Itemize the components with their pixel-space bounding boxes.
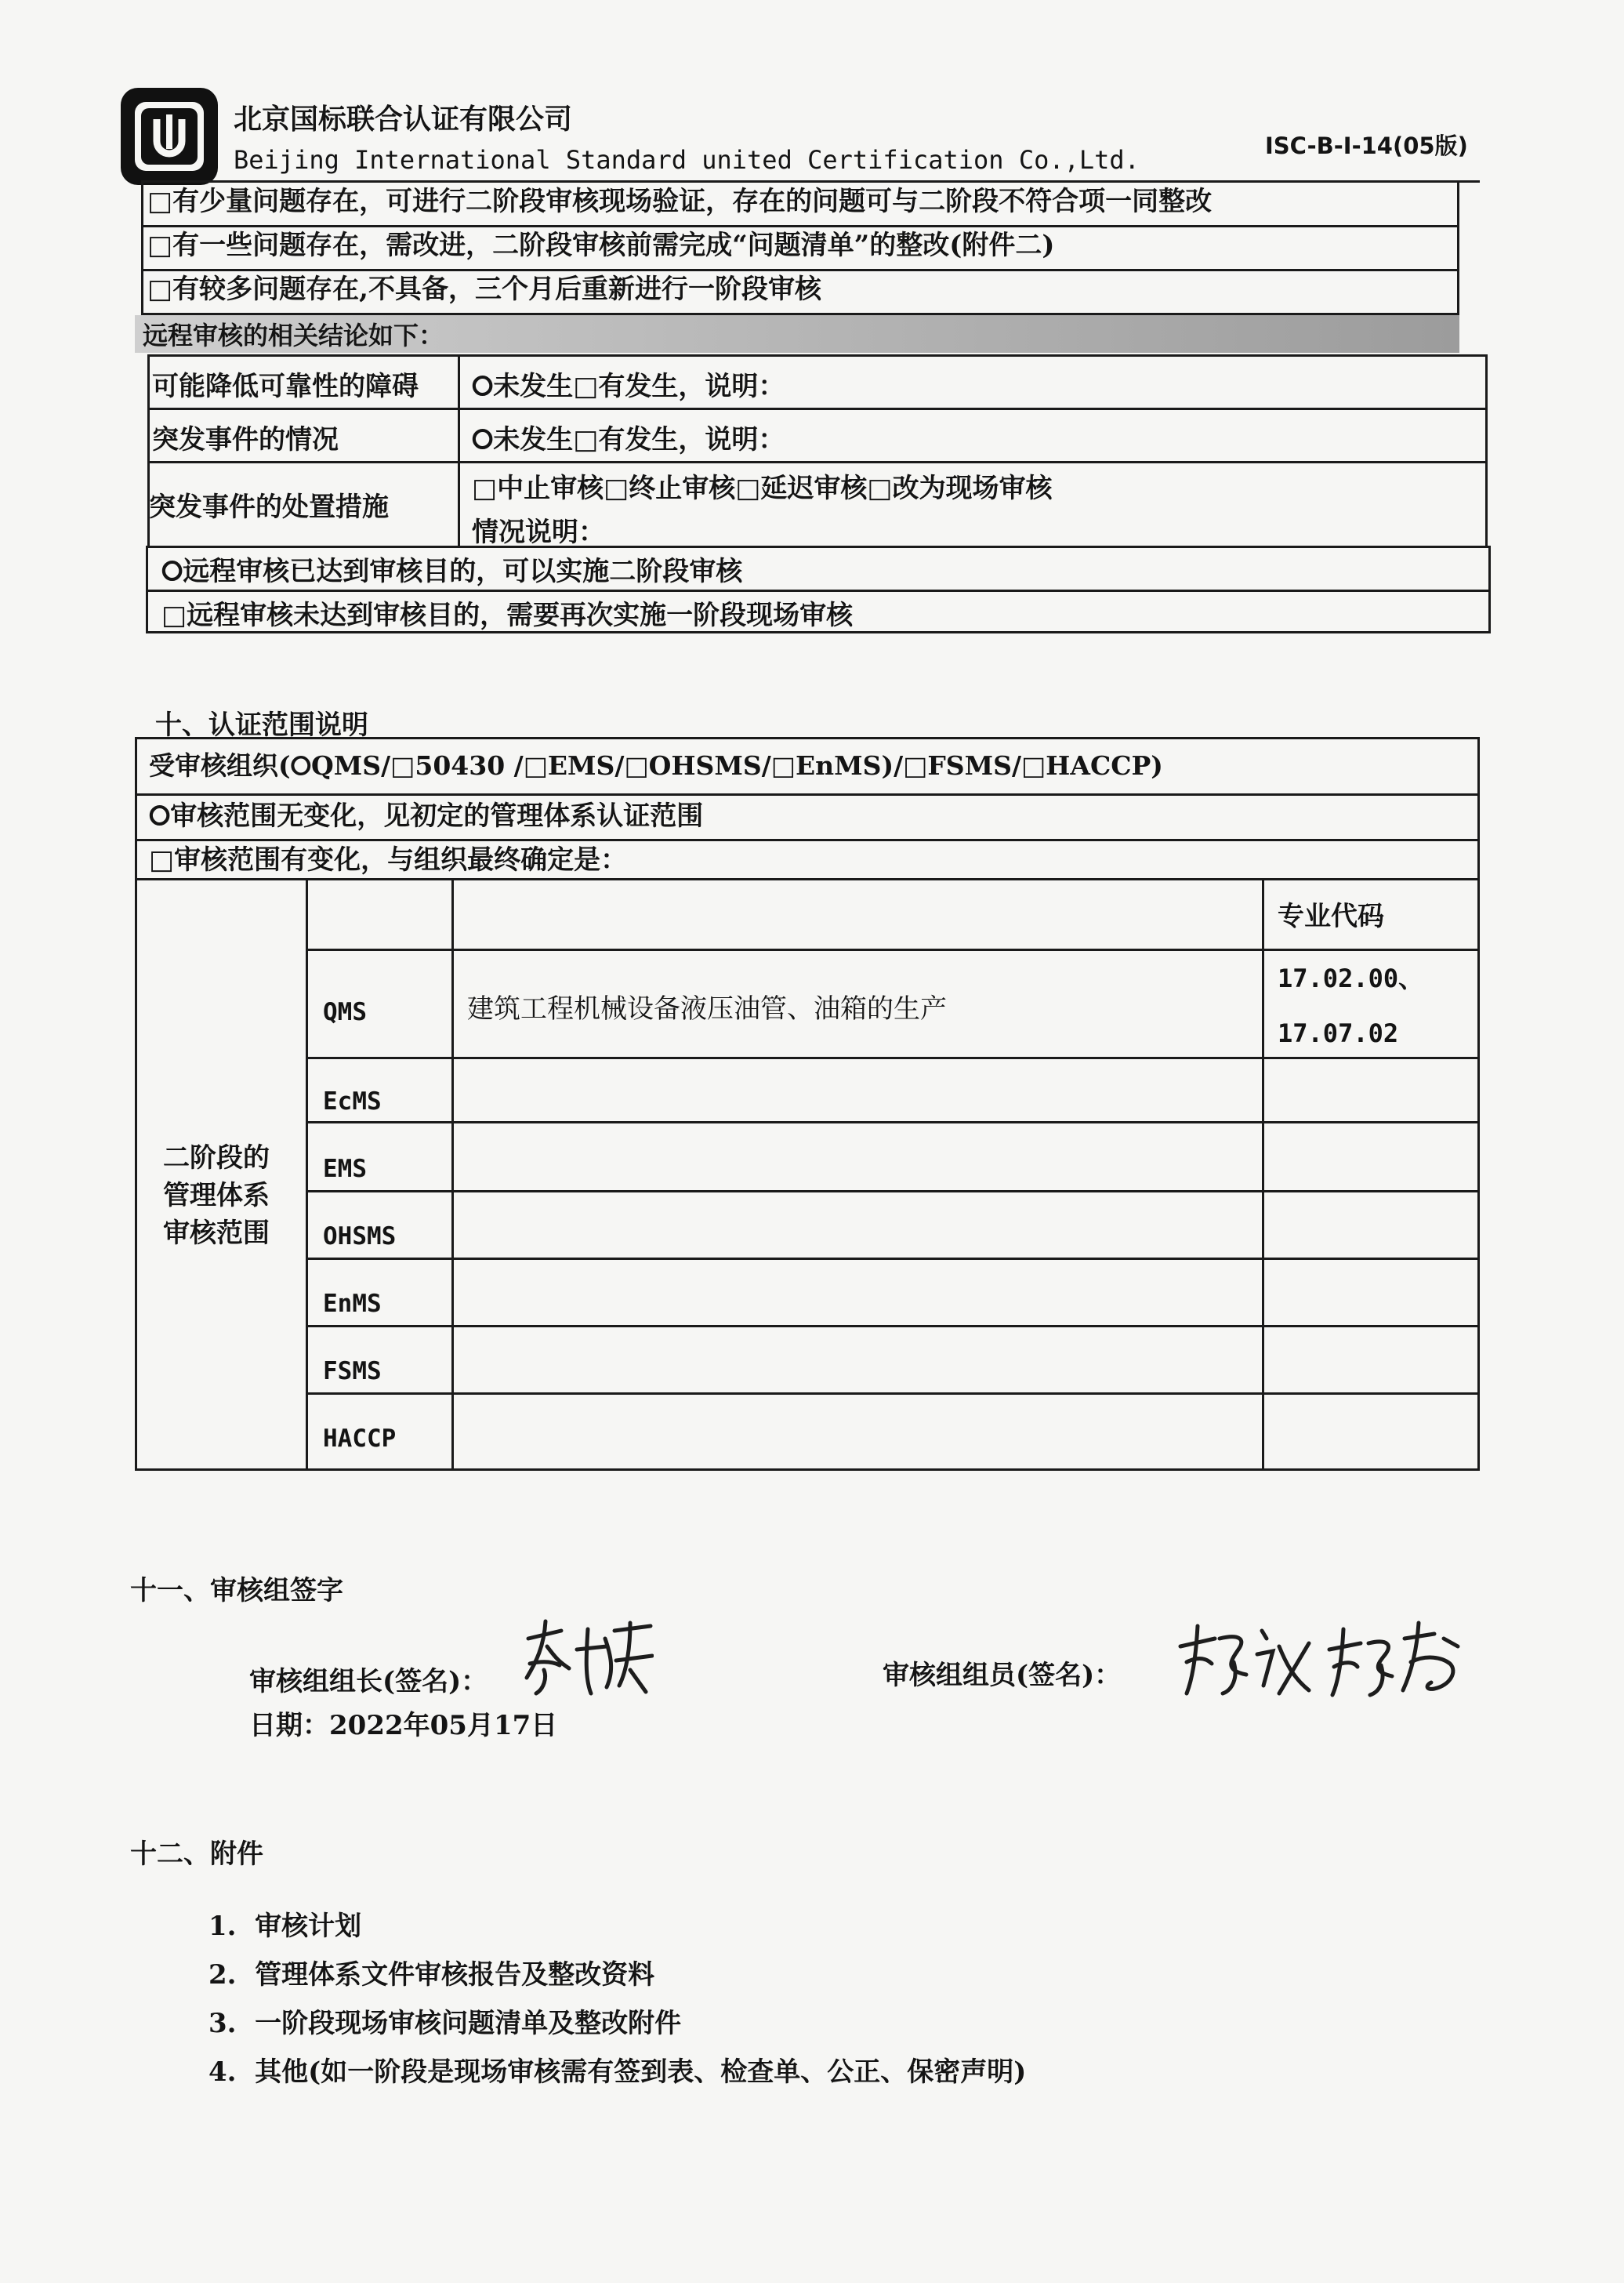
member-signature <box>1176 1615 1466 1701</box>
row-divider <box>306 949 1480 951</box>
row-divider <box>306 1121 1480 1123</box>
col-divider <box>1262 878 1264 1471</box>
system-name: OHSMS <box>323 1222 397 1250</box>
attachment-item: 1. 审核计划 <box>208 1911 362 1942</box>
system-code: 17.02.00、 <box>1278 964 1424 993</box>
remote-row-label: 突发事件的情况 <box>152 424 339 456</box>
remote-row-label: 突发事件的处置措施 <box>149 492 389 523</box>
stage2-label: 二阶段的 <box>163 1142 270 1174</box>
col-divider <box>458 354 460 548</box>
stage-one-option: □有一些问题存在，需改进，二阶段审核前需完成“问题清单”的整改(附件二) <box>147 230 1055 261</box>
company-name-en: Beijing International Standard united Certification Co.,Ltd. <box>234 145 1140 175</box>
attachments-heading: 十二、附件 <box>130 1838 263 1870</box>
scope-unchanged: ⭘审核范围无变化，见初定的管理体系认证范围 <box>149 800 704 832</box>
stage-one-option: □有较多问题存在,不具备，三个月后重新进行一阶段审核 <box>147 274 821 305</box>
member-label: 审核组组员(签名)： <box>883 1660 1122 1691</box>
stage2-label: 管理体系 <box>163 1180 270 1211</box>
attachment-item: 4. 其他(如一阶段是现场审核需有签到表、检查单、公正、保密声明) <box>208 2056 1027 2088</box>
signature-heading: 十一、审核组签字 <box>130 1575 343 1606</box>
company-logo <box>118 85 221 188</box>
row-divider <box>306 1258 1480 1260</box>
row-divider <box>141 269 1459 271</box>
row-divider <box>135 878 1480 880</box>
leader-label: 审核组组长(签名)： <box>249 1666 488 1697</box>
scope-org-line: 受审核组织(⭘QMS/□50430 /□EMS/□OHSMS/□EnMS)/□FSMS/□HACCP) <box>149 750 1163 781</box>
row-divider <box>306 1392 1480 1395</box>
company-name-cn: 北京国标联合认证有限公司 <box>234 103 573 136</box>
row-divider <box>146 590 1491 592</box>
row-divider <box>147 461 1488 463</box>
signature-date: 日期：2022年05月17日 <box>249 1710 558 1741</box>
stage-one-option: □有少量问题存在，可进行二阶段审核现场验证，存在的问题可与二阶段不符合项一同整改 <box>147 186 1213 217</box>
row-divider <box>306 1325 1480 1327</box>
scope-changed: □审核范围有变化，与组织最终确定是： <box>149 844 628 876</box>
remote-conclusion: ⭘远程审核已达到审核目的，可以实施二阶段审核 <box>161 556 743 587</box>
row-divider <box>141 225 1459 227</box>
col-divider <box>451 878 454 1471</box>
remote-row-value: ⭘未发生□有发生，说明： <box>472 424 785 456</box>
remote-row-label: 可能降低可靠性的障碍 <box>152 371 419 402</box>
leader-signature <box>513 1615 654 1701</box>
system-name: EcMS <box>323 1087 382 1116</box>
code-header: 专业代码 <box>1278 901 1384 932</box>
system-name: HACCP <box>323 1425 397 1453</box>
remote-conclusion: □远程审核未达到审核目的，需要再次实施一阶段现场审核 <box>161 600 854 631</box>
remote-heading: 远程审核的相关结论如下： <box>143 321 444 350</box>
system-scope: 建筑工程机械设备液压油管、油箱的生产 <box>467 993 947 1025</box>
document-code: ISC-B-I-14(05版) <box>1265 132 1468 159</box>
row-divider <box>135 793 1480 796</box>
remote-row-value: ⭘未发生□有发生，说明： <box>472 371 785 402</box>
row-divider <box>135 839 1480 841</box>
col-divider <box>306 878 308 1471</box>
system-code: 17.07.02 <box>1278 1018 1399 1048</box>
remote-row-note: 情况说明： <box>472 517 605 548</box>
stage2-label: 审核范围 <box>163 1218 270 1249</box>
row-divider <box>306 1190 1480 1192</box>
system-name: QMS <box>323 998 367 1026</box>
system-name: EnMS <box>323 1290 382 1318</box>
system-name: EMS <box>323 1155 367 1183</box>
attachment-item: 2. 管理体系文件审核报告及整改资料 <box>208 1959 655 1991</box>
attachment-item: 3. 一阶段现场审核问题清单及整改附件 <box>208 2008 682 2039</box>
system-name: FSMS <box>323 1357 382 1385</box>
remote-row-value: □中止审核□终止审核□延迟审核□改为现场审核 <box>472 473 1053 504</box>
row-divider <box>306 1057 1480 1059</box>
row-divider <box>147 408 1488 410</box>
scope-heading: 十、认证范围说明 <box>155 710 368 741</box>
